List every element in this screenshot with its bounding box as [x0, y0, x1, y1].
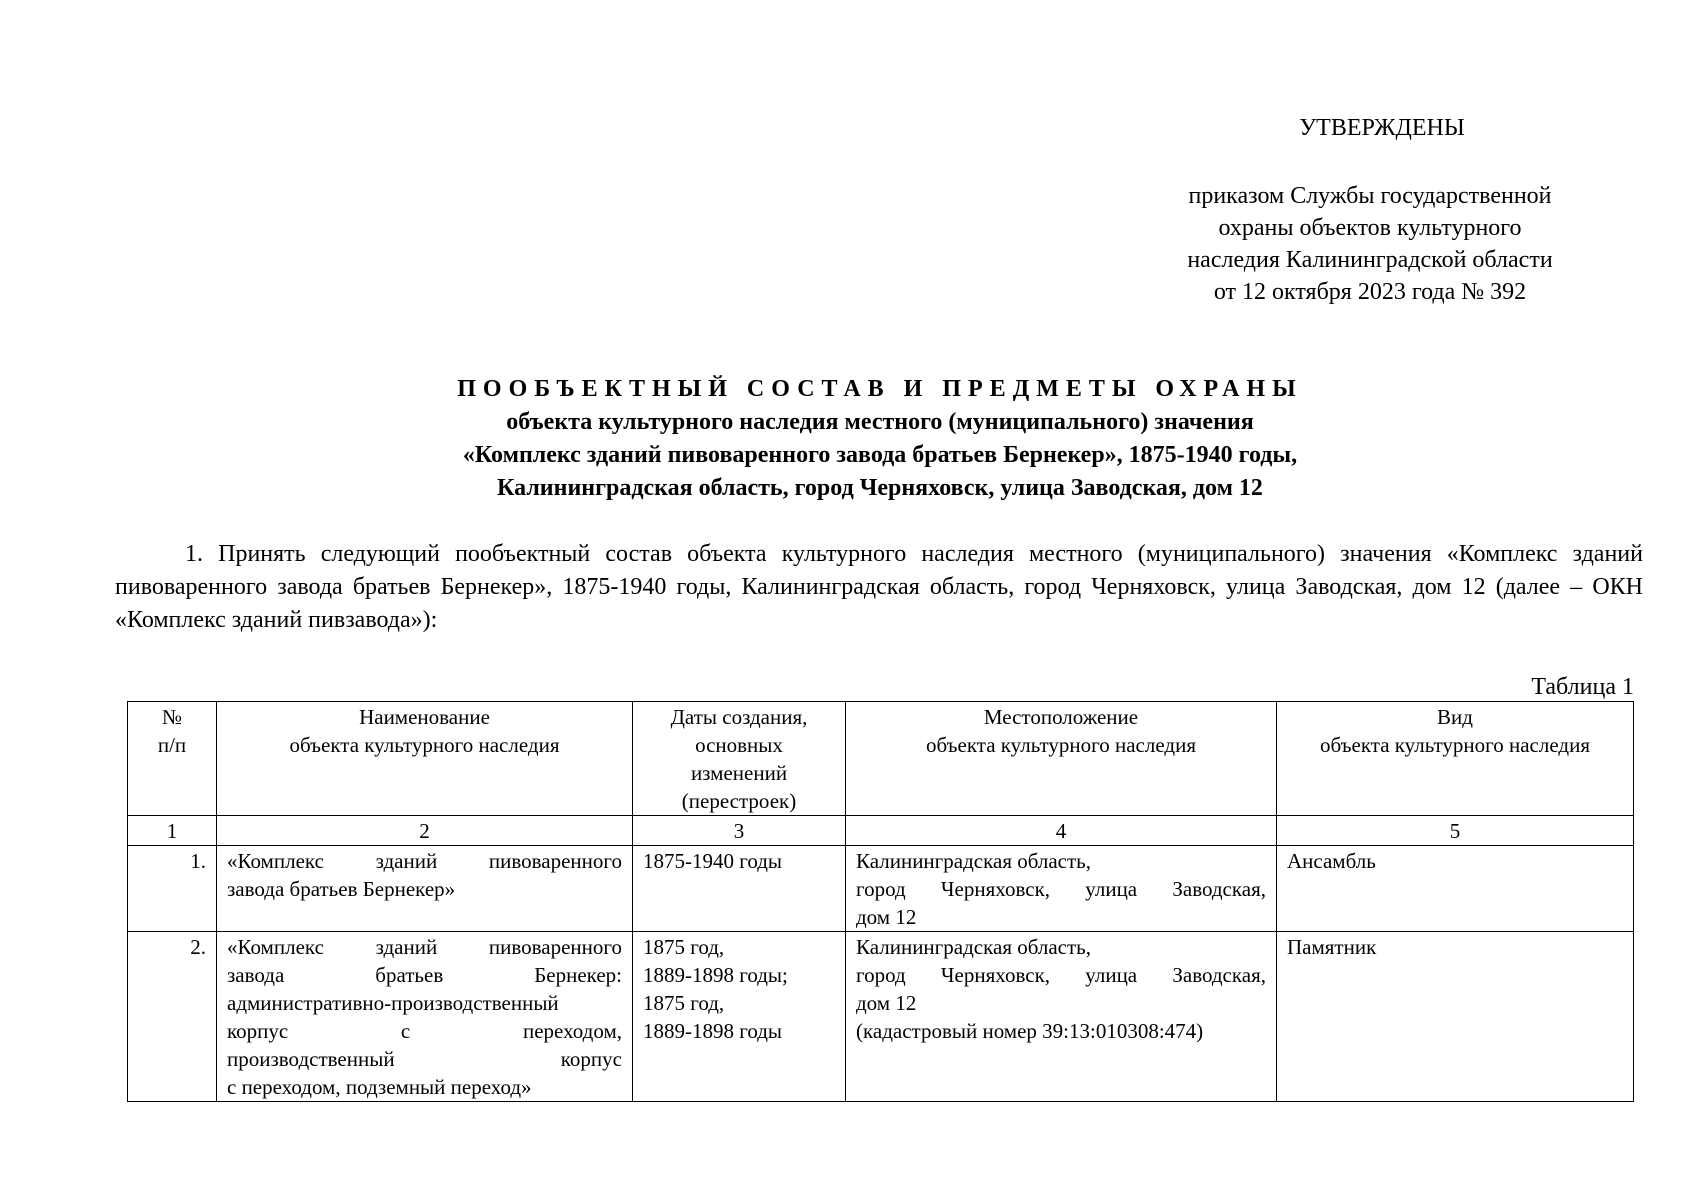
cell-line: 1889-1898 годы [643, 1019, 783, 1043]
cell-line: город Черняховск, улица Заводская, [856, 963, 1266, 987]
approval-stamp: УТВЕРЖДЕНЫ [1299, 115, 1465, 141]
cell-line: корпус с переходом, [227, 1019, 622, 1043]
cell-line: Калининградская область, [856, 935, 1092, 959]
dates-cell [633, 932, 846, 1102]
header-text: Наименование [359, 705, 490, 729]
body-paragraph: 1. Принять следующий пообъектный состав объекта культурного наследия местного (муниципального) значения «Комплекс зданий пивоваренного завода братьев Бернекер», 1875-1940 годы, Калининградская область, город Черняховск, улица Заводская, дом 12 (далее – ОКН «Комплекс зданий пивзавода»): [115, 541, 1643, 633]
cell-line: производственный корпус [227, 1047, 622, 1071]
column-number: 4 [846, 816, 1277, 846]
header-text: п/п [157, 733, 187, 757]
objects-table [127, 701, 1634, 1102]
cell-line: 1889-1898 годы; [643, 963, 788, 987]
order-line: приказом Службы государственной [1188, 183, 1552, 209]
cell-line: завода братьев Бернекер» [227, 877, 456, 901]
object-name-cell [217, 932, 633, 1102]
header-cell-number [128, 702, 217, 816]
cell-line: административно-производственный [227, 991, 559, 1015]
cell-line: с переходом, подземный переход» [227, 1075, 532, 1099]
table-row [128, 932, 1634, 1102]
cell-line: дом 12 [856, 905, 917, 929]
header-text: Местоположение [983, 705, 1139, 729]
type-cell: Памятник [1277, 932, 1634, 1102]
cell-line: завода братьев Бернекер: [227, 963, 622, 987]
table-row [128, 846, 1634, 932]
title-line: «Комплекс зданий пивоваренного завода братьев Бернекер», 1875-1940 годы, [462, 442, 1298, 468]
header-text: (перестроек) [681, 789, 797, 813]
title-line: ПООБЪЕКТНЫЙ СОСТАВ И ПРЕДМЕТЫ ОХРАНЫ [457, 376, 1303, 402]
column-number: 2 [217, 816, 633, 846]
header-text: Даты создания, [670, 705, 808, 729]
cell-line: «Комплекс зданий пивоваренного [227, 849, 622, 873]
cell-line: 1875 год, [643, 935, 725, 959]
title-line: Калининградская область, город Черняховск, улица Заводская, дом 12 [497, 475, 1263, 501]
column-number: 3 [633, 816, 846, 846]
cell-line: 1875-1940 годы [643, 849, 783, 873]
table-caption: Таблица 1 [1531, 674, 1634, 700]
approval-order [1160, 180, 1580, 308]
column-number: 1 [128, 816, 217, 846]
title-line: объекта культурного наследия местного (муниципального) значения [506, 409, 1254, 435]
cell-line: город Черняховск, улица Заводская, [856, 877, 1266, 901]
header-text: изменений [690, 761, 788, 785]
table-header-row [128, 702, 1634, 816]
type-cell: Ансамбль [1277, 846, 1634, 932]
column-number: 5 [1277, 816, 1634, 846]
header-text: объекта культурного наследия [1320, 733, 1590, 757]
header-cell-location [846, 702, 1277, 816]
header-text: объекта культурного наследия [926, 733, 1196, 757]
header-cell-name [217, 702, 633, 816]
row-number: 2. [128, 932, 217, 1102]
column-numbers-row [128, 816, 1634, 846]
order-line: охраны объектов культурного [1218, 215, 1522, 241]
document-title [0, 373, 1697, 505]
cell-line: (кадастровый номер 39:13:010308:474) [856, 1019, 1204, 1043]
order-line: от 12 октября 2023 года № 392 [1213, 279, 1527, 305]
cell-line: Калининградская область, [856, 849, 1092, 873]
header-text: Вид [1437, 705, 1473, 729]
order-line: наследия Калининградской области [1187, 247, 1553, 273]
header-text: № [161, 705, 183, 729]
cell-line: дом 12 [856, 991, 917, 1015]
cell-line: «Комплекс зданий пивоваренного [227, 935, 622, 959]
header-cell-type [1277, 702, 1634, 816]
dates-cell [633, 846, 846, 932]
row-number: 1. [128, 846, 217, 932]
location-cell [846, 932, 1277, 1102]
object-name-cell [217, 846, 633, 932]
header-cell-dates [633, 702, 846, 816]
location-cell [846, 846, 1277, 932]
header-text: объекта культурного наследия [289, 733, 560, 757]
cell-line: 1875 год, [643, 991, 725, 1015]
header-text: основных [695, 733, 783, 757]
